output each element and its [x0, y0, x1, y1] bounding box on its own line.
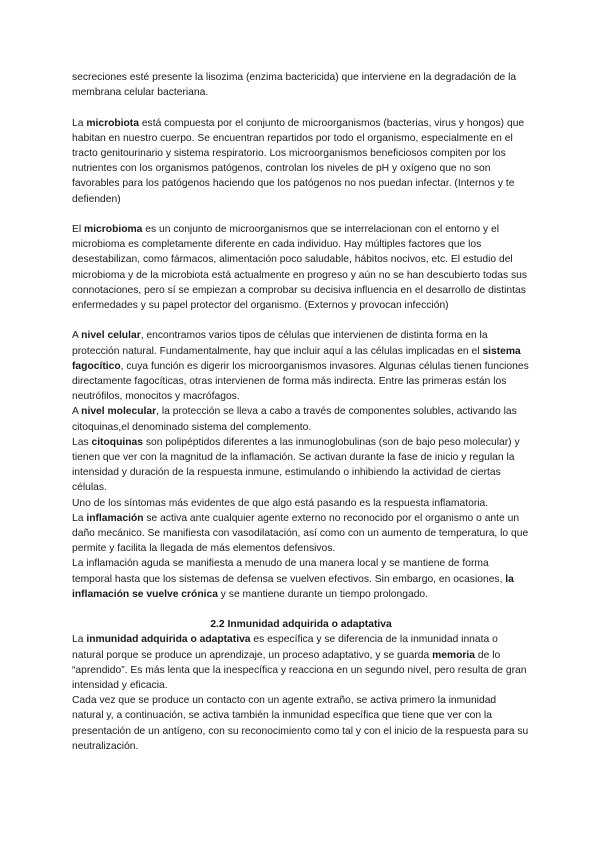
- text-run: es un conjunto de microorganismos que se interrelacionan con el entorno y el microbioma es completamente diferente en cada individuo. Hay múltiples factores que los desestabilizan, como fármacos, alimentación poco saludable, hábitos nocivos, etc. El estudio del microbioma y de la microbiota está actualmente en progreso y aún no se han descubierto todas sus connotaciones, pero sí se empiezan a comprobar su decisiva influencia en el desarrollo de distintas enfermedades y su papel protector del organismo. (Externos y provocan infección): [72, 224, 528, 312]
- bold-term: memoria: [432, 649, 476, 661]
- text-run: secreciones esté presente la lisozima (enzima bactericida) que interviene en la degradación de la membrana celular bacteriana.: [72, 72, 517, 99]
- document-page: [72, 70, 530, 754]
- text-run: de lo “aprendido”. Es más lenta que la inespecífica y reacciona en un segundo nivel, pero resulta de gran intensidad y eficacia.: [72, 649, 527, 692]
- text-run: , cuya función es digerir los microorganismos invasores. Algunas células tienen funciones directamente fagocíticas, otras intervienen de forma más indirecta. Entre las primeras están los neutrófilos, monocitos y macrófagos.: [72, 360, 529, 403]
- text-run: , encontramos varios tipos de células que intervienen de distinta forma en la protección natural. Fundamentalmente, hay que incluir aquí a las células implicadas en el: [72, 330, 488, 357]
- bold-term: sistema fagocítico: [72, 345, 521, 372]
- paragraph-gap: [72, 100, 530, 115]
- bold-term: la inflamación se vuelve crónica: [72, 573, 514, 600]
- bold-term: microbioma: [84, 224, 143, 235]
- text-run: , la protección se lleva a cabo a través de componentes solubles, activando las citoquinas,el denominado sistema del complemento.: [72, 406, 517, 433]
- paragraph-p4: [72, 328, 530, 404]
- text-run: La: [72, 634, 87, 646]
- text-run: se activa ante cualquier agente externo no reconocido por el organismo o ante un daño mecánico. Se manifiesta con vasodilatación, así como con un aumento de temperatura, lo que permite y facilita la llegada de más elementos defensivos.: [72, 512, 529, 555]
- paragraph-p6: [72, 435, 530, 496]
- paragraph-p9: [72, 556, 530, 602]
- text-run: son polipéptidos diferentes a las inmunoglobulinas (son de bajo peso molecular) y tienen que ver con la magnitud de la inflamación. Se activan durante la fase de inicio y regulan la intensidad y duración de la respuesta inmune, estimulando o inhibiendo la actividad de ciertas células.: [72, 436, 520, 494]
- body-after-heading: [72, 632, 530, 754]
- bold-term: citoquinas: [91, 436, 143, 448]
- text-run: y se mantiene durante un tiempo prolongado.: [217, 588, 429, 600]
- text-run: A: [72, 406, 82, 418]
- text-run: es específica y se diferencia de la inmunidad innata o natural porque se produce un aprendizaje, un proceso adaptativo, y se guarda: [72, 634, 498, 661]
- text-run: La: [72, 512, 87, 524]
- text-run: está compuesta por el conjunto de microorganismos (bacterias, virus y hongos) que habitan en nuestro cuerpo. Se encuentran repartidos por todo el organismo, especialmente en el tracto genitourinario y sistema respiratorio. Los microorganismos beneficiosos compiten por los nutrientes con los organismos patógenos, controlan los niveles de pH y oxígeno que no son favorables para los patógenos haciendo que los patógenos no nos puedan infectar. (Internos y te defienden): [72, 117, 525, 205]
- paragraph-p8: [72, 511, 530, 557]
- paragraph-p7: [72, 496, 530, 511]
- section-heading: 2.2 Inmunidad adquirida o adaptativa: [210, 619, 392, 631]
- paragraph-p3: [72, 222, 530, 313]
- paragraph-p10: [72, 632, 530, 693]
- text-run: Cada vez que se produce un contacto con un agente extraño, se activa primero la inmunidad natural y, a continuación, se activa también la inmunidad específica que tiene que ver con la presentación de un antígeno, con su reconocimiento como tal y con el inicio de la respuesta para su neutralización.: [72, 695, 529, 752]
- bold-term: nivel celular: [81, 330, 141, 342]
- text-run: Uno de los síntomas más evidentes de que algo está pasando es la respuesta inflamatoria.: [72, 497, 489, 509]
- bold-term: nivel molecular: [81, 406, 157, 418]
- text-run: La inflamación aguda se manifiesta a menudo de una manera local y se mantiene de forma temporal hasta que los sistemas de defensa se vuelven efectivos. Sin embargo, en ocasiones,: [72, 558, 506, 585]
- paragraph-p5: [72, 404, 530, 434]
- bold-term: microbiota: [86, 117, 139, 129]
- text-run: Las: [72, 436, 92, 448]
- paragraph-gap: [72, 313, 530, 328]
- paragraph-p1: [72, 70, 530, 100]
- text-run: A: [72, 330, 82, 342]
- bold-term: inmunidad adquirida o adaptativa: [86, 634, 251, 646]
- text-run: La: [72, 117, 87, 129]
- paragraph-p2: [72, 116, 530, 207]
- paragraph-p11: [72, 693, 530, 754]
- paragraph-gap: [72, 207, 530, 222]
- bold-term: inflamación: [86, 512, 144, 524]
- text-run: El: [72, 224, 85, 235]
- body-before-heading: [72, 70, 530, 617]
- paragraph-gap: [72, 602, 530, 617]
